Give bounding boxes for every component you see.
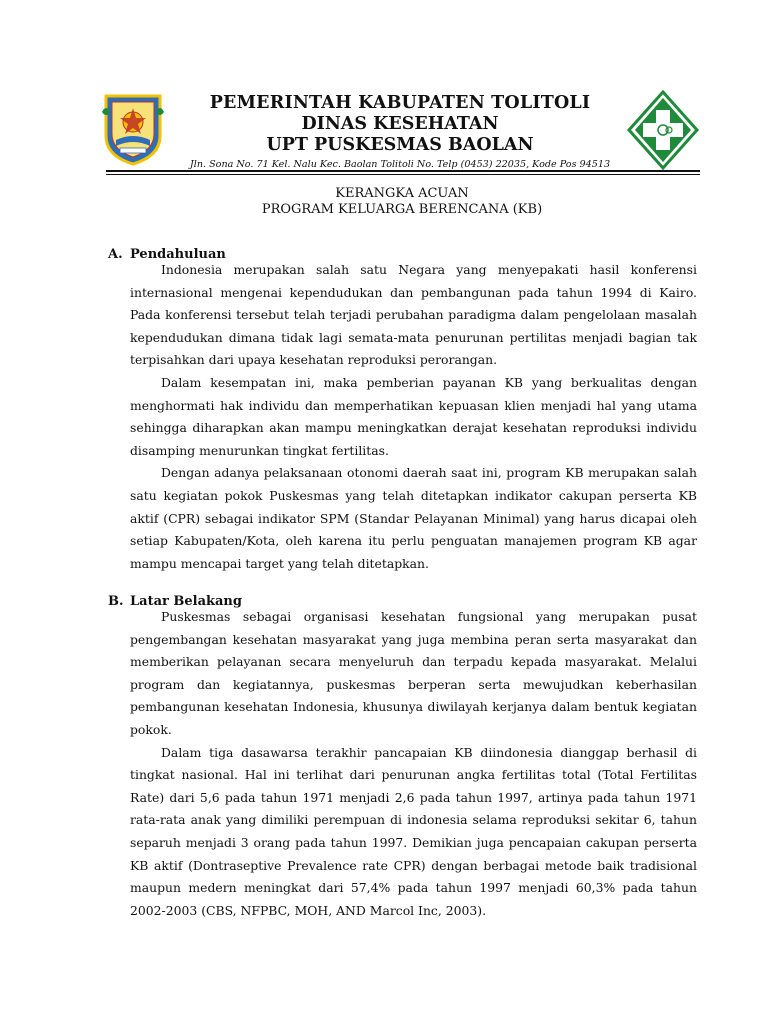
section-b-body	[130, 606, 697, 922]
letterhead	[170, 93, 630, 170]
letterhead-government: PEMERINTAH KABUPATEN TOLITOLI	[209, 93, 591, 113]
regency-emblem-logo	[100, 92, 166, 166]
section-a-letter: A.	[108, 247, 123, 262]
letterhead-divider-thin	[106, 174, 700, 175]
section-a-paragraph: Dalam kesempatan ini, maka pemberian payanan KB yang berkualitas dengan menghormati hak individu dan memperhatikan kepuasan klien menjadi hal yang utama sehingga diharapkan akan mampu meningkatkan derajat kesehatan reproduksi individu disamping menurunkan tingkat fertilitas.	[130, 374, 697, 458]
section-b-title: Latar Belakang	[130, 594, 242, 609]
section-a-paragraph: Dengan adanya pelaksanaan otonomi daerah saat ini, program KB merupakan salah satu kegiatan pokok Puskesmas yang telah ditetapkan indikator cakupan perserta KB aktif (CPR) sebagai indikator SPM (Standar Pelayanan Minimal) yang harus dicapai oleh setiap Kabupaten/Kota, oleh karena itu perlu penguatan manajemen program KB agar mampu mencapai target yang telah ditetapkan.	[130, 465, 697, 571]
section-a-paragraph: Indonesia merupakan salah satu Negara yang menyepakati hasil konferensi internasional mengenai kependudukan dan pembangunan pada tahun 1994 di Kairo. Pada konferensi tersebut telah terjadi perubahan paradigma dalam pengelolaan masalah kependudukan dimana tidak lagi semata-mata penurunan pertilitas menjadi bagian tak terpisahkan dari upaya kesehatan reproduksi perorangan.	[130, 262, 697, 368]
section-b-paragraph: Dalam tiga dasawarsa terakhir pancapaian KB diindonesia dianggap berhasil di tingkat nasional. Hal ini terlihat dari penurunan angka fertilitas total (Total Fertilitas Rate) dari 5,6 pada tahun 1971 menjadi 2,6 pada tahun 1997, artinya pada tahun 1971 rata-rata anak yang dimiliki perempuan di indonesia selama reproduksi sekitar 6, tahun separuh menjadi 3 orang pada tahun 1997. Demikian juga pencapaian cakupan perserta KB aktif (Dontraseptive Prevalence rate CPR) dengan berbagai metode baik tradisional maupun medern meningkat dari 57,4% pada tahun 1997 menjadi 60,3% pada tahun 2002-2003 (CBS, NFPBC, MOH, AND Marcol Inc, 2003).	[130, 744, 697, 918]
section-a-body	[130, 259, 697, 575]
letterhead-unit: UPT PUSKESMAS BAOLAN	[266, 135, 534, 155]
section-b-letter: B.	[108, 594, 124, 609]
letterhead-department: DINAS KESEHATAN	[301, 114, 499, 134]
title-line-1: KERANGKA ACUAN	[335, 186, 469, 201]
puskesmas-cross-logo	[626, 90, 700, 170]
document-title	[130, 186, 674, 218]
section-a-title: Pendahuluan	[130, 247, 226, 262]
letterhead-divider-thick	[106, 170, 700, 172]
section-b-paragraph: Puskesmas sebagai organisasi kesehatan fungsional yang merupakan pusat pengembangan kesehatan masyarakat yang juga membina peran serta masyarakat dan memberikan pelayanan secara menyeluruh dan terpadu kepada masyarakat. Melalui program dan kegiatannya, puskesmas berperan serta mewujudkan keberhasilan pembangunan kesehatan Indonesia, khusunya diwilayah kerjanya dalam bentuk kegiatan pokok.	[130, 609, 697, 737]
letterhead-address: Jln. Sona No. 71 Kel. Nalu Kec. Baolan Tolitoli No. Telp (0453) 22035, Kode Pos 94513	[189, 159, 611, 170]
title-line-2: PROGRAM KELUARGA BERENCANA (KB)	[261, 202, 543, 217]
